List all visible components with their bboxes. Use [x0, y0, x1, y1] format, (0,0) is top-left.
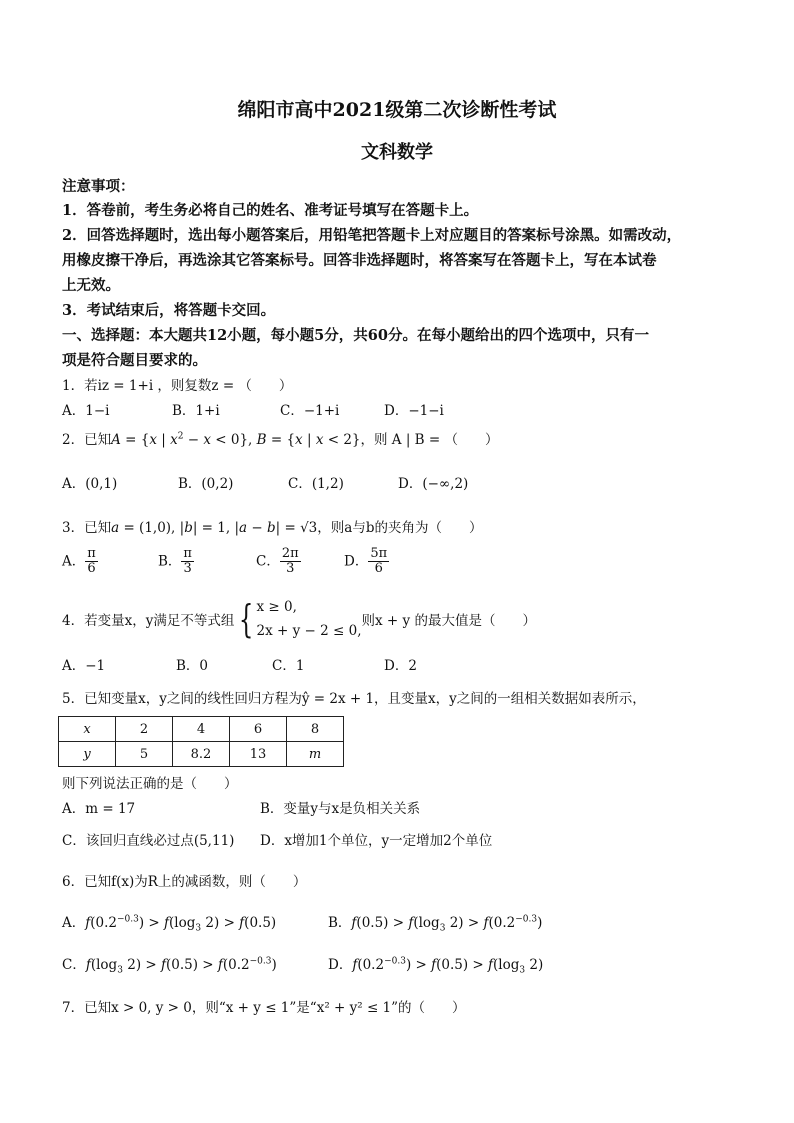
note-1: 1．答卷前，考生务必将自己的姓名、准考证号填写在答题卡上。 [62, 202, 479, 219]
question-4-stem: 4．若变量x，y满足不等式组 { x ≥ 0, 2x + y − 2 ≤ 0, 则x + y 的最大值是（ ） [62, 597, 536, 641]
section-1-instructions-cont: 项是符合题目要求的。 [62, 352, 207, 369]
question-3-option-b: B． $\frac{\pi}{3}$ [158, 546, 192, 577]
question-1-stem: 1．若iz = 1+i ，则复数z = （ ） [62, 378, 293, 394]
data-table [58, 716, 344, 767]
question-6-option-a: A．$f(0.2^{-0.3}) > f(\log_3$ 2) > f(0.5) [62, 914, 277, 934]
question-3-option-a: A． $\frac{\pi}{6}$ [62, 546, 96, 577]
question-4-option-b: B．0 [176, 658, 209, 674]
exam-subject: 文科数学 [361, 142, 433, 163]
exam-title: 绵阳市高中2021级第二次诊断性考试 [237, 99, 557, 121]
question-6-stem: 6．已知f(x)为R上的减函数，则（ ） [62, 874, 307, 890]
table-row [59, 742, 344, 767]
question-4-option-a: A．−1 [62, 658, 106, 674]
table-cell: 5 [116, 742, 173, 767]
question-6-option-c: C．$f(\log_3$ $2) > f(0.5) > f(0.2^{-0.3})$ [62, 956, 277, 976]
table-cell: m [287, 742, 344, 767]
set-definition: A = {x | $x^2 - x < 0$}, B = {x | x < 2} [111, 431, 361, 448]
question-1-option-a: A．1−i [62, 403, 110, 419]
inequality-system: { x ≥ 0, 2x + y − 2 ≤ 0, [239, 597, 362, 641]
question-6-option-d: D．$f(0.2^{-0.3}) > f(0.5) > f(\log_3$ 2) [328, 956, 544, 976]
table-cell: 4 [173, 717, 230, 742]
table-cell: y [59, 742, 116, 767]
table-cell: 13 [230, 742, 287, 767]
question-6-option-b: B．$f(0.5) > f(\log_3$ $2) > f(0.2^{-0.3})$ [328, 914, 543, 934]
question-4-option-d: D．2 [384, 658, 417, 674]
question-7-stem: 7．已知x > 0, y > 0，则“x + y ≤ 1”是“x² + y² ≤ 1”的（ ） [62, 1000, 466, 1016]
table-row [59, 717, 344, 742]
question-5-option-d: D．x增加1个单位，y一定增加2个单位 [260, 833, 493, 849]
question-5-option-c: C．该回归直线必过点(5,11) [62, 833, 235, 849]
question-2-stem: 2．已知A = {x | $x^2 - x < 0$}, B = {x | x < 2}，则 A | B = （ ） [62, 431, 499, 448]
notes-heading: 注意事项： [62, 178, 135, 195]
note-2-line-2: 用橡皮擦干净后，再选涂其它答案标号。回答非选择题时，将答案写在答题卡上，写在本试卷 [62, 252, 657, 269]
section-1-instructions: 一、选择题：本大题共12小题，每小题5分，共60分。在每小题给出的四个选项中，只有一 [62, 327, 649, 344]
question-2-option-d: D．(−∞,2) [398, 476, 469, 492]
question-3-option-d: D． $\frac{5\pi}{6}$ [344, 546, 388, 577]
question-5-option-b: B．变量y与x是负相关关系 [260, 801, 421, 817]
vector-conditions: a = (1,0), |b| = 1, |a − b| = √3 [111, 520, 318, 536]
question-1-option-d: D．−1−i [384, 403, 444, 419]
question-2-option-a: A．(0,1) [62, 476, 118, 492]
question-3-stem: 3．已知a = (1,0), |b| = 1, |a − b| = √3，则a与b的夹角为（ ） [62, 520, 483, 536]
note-2-line-3: 上无效。 [62, 277, 120, 294]
table-cell: 6 [230, 717, 287, 742]
question-5-stem: 5．已知变量x，y之间的线性回归方程为ŷ = 2x + 1，且变量x，y之间的一组相关数据如表所示， [62, 691, 646, 707]
table-cell: 2 [116, 717, 173, 742]
question-4-option-c: C．1 [272, 658, 305, 674]
question-3-option-c: C． $\frac{2\pi}{3}$ [256, 546, 299, 577]
note-3: 3．考试结束后，将答题卡交回。 [62, 302, 276, 319]
question-1-option-c: C．−1+i [280, 403, 340, 419]
question-1-option-b: B．1+i [172, 403, 220, 419]
question-2-option-b: B．(0,2) [178, 476, 234, 492]
table-cell: 8.2 [173, 742, 230, 767]
question-2-option-c: C．(1,2) [288, 476, 344, 492]
table-cell: 8 [287, 717, 344, 742]
table-cell: x [59, 717, 116, 742]
question-5-option-a: A．m = 17 [62, 801, 136, 817]
note-2-line-1: 2．回答选择题时，选出每小题答案后，用铅笔把答题卡上对应题目的答案标号涂黑。如需改动， [62, 227, 682, 244]
question-5-prompt: 则下列说法正确的是（ ） [62, 776, 238, 792]
